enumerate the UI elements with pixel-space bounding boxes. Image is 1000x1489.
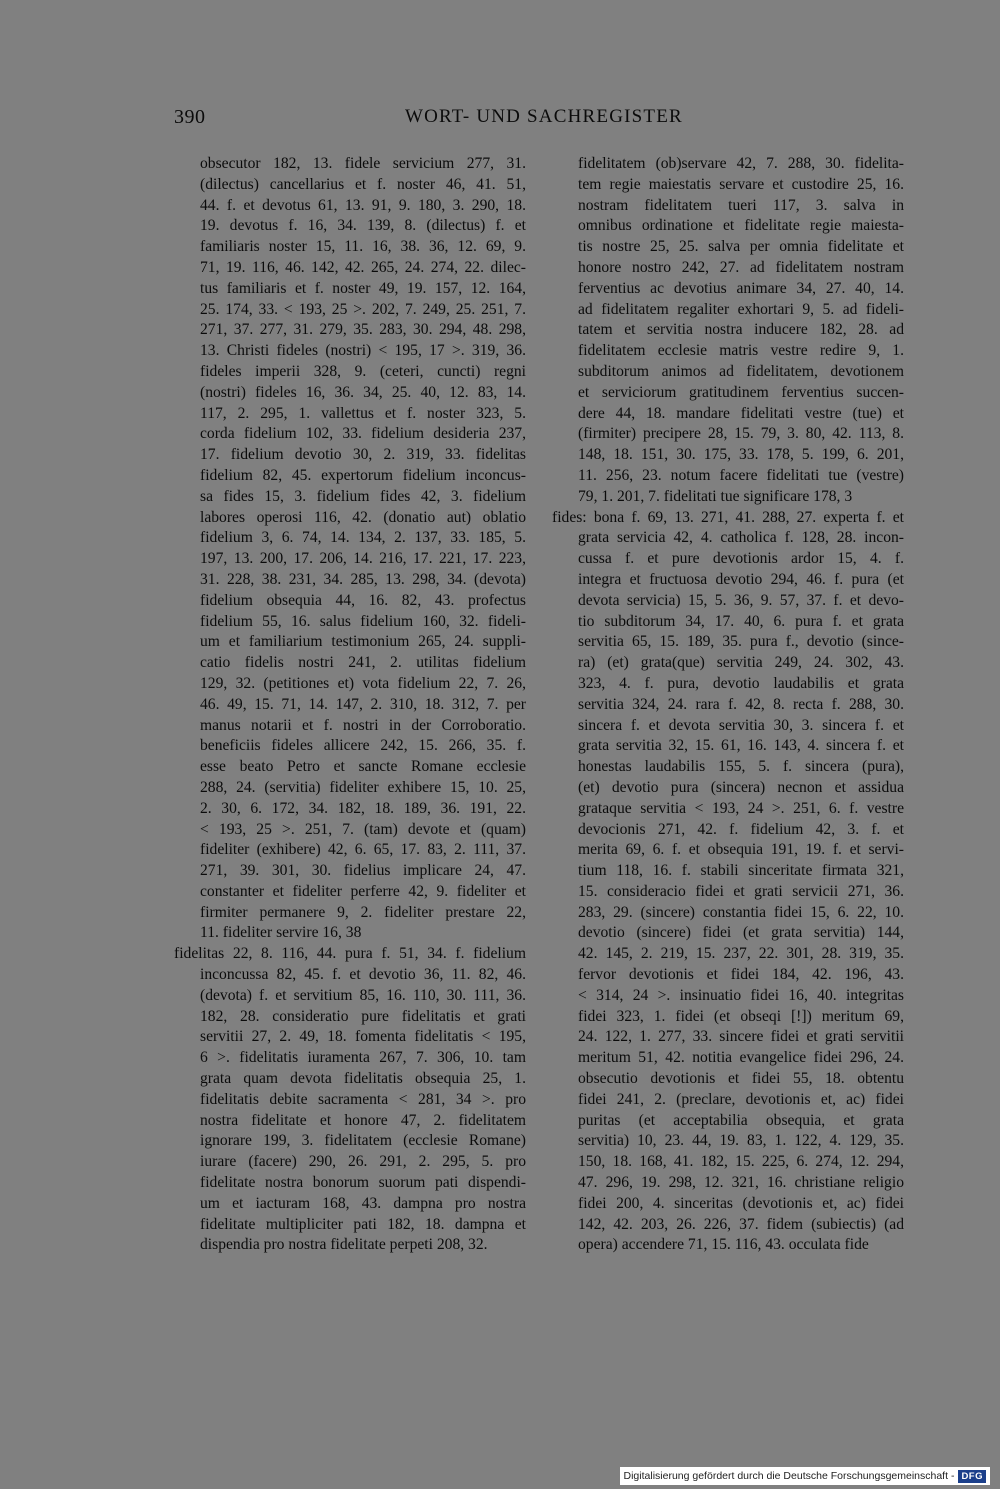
index-line: 323, 4. f. pura, devotio laudabilis et grata (578, 674, 904, 692)
index-line: servitia 324, 24. rara f. 42, 8. recta f. 288, 30. (578, 695, 904, 713)
index-line: 25. 174, 33. < 193, 25 >. 202, 7. 249, 25. 251, 7. (200, 300, 526, 318)
index-line: fidelium 82, 45. expertorum fidelium inconcus- (200, 466, 526, 484)
index-line: (dilectus) cancellarius et f. noster 46, 41. 51, (200, 175, 526, 193)
index-line: integra et fructuosa devotio 294, 46. f. pura (et (578, 570, 904, 588)
index-line: labores operosi 116, 42. (donatio aut) oblatio (200, 508, 526, 526)
index-line: beneficiis fideles allicere 242, 15. 266, 35. f. (200, 737, 526, 755)
index-line: 2. 30, 6. 172, 34. 182, 18. 189, 36. 191, 22. (200, 799, 526, 817)
index-line: fidelitatem (ob)servare 42, 7. 288, 30. fidelita- (578, 155, 904, 172)
index-line: fides: bona f. 69, 13. 271, 41. 288, 27. experta f. et (552, 508, 904, 526)
index-line: fideles imperii 328, 9. (ceteri, cuncti) regni (200, 362, 526, 380)
index-line: familiaris noster 15, 11. 16, 38. 36, 12. 69, 9. (200, 238, 526, 256)
index-line: fidelitate multipliciter pati 182, 18. dampna et (200, 1215, 526, 1233)
index-line: 271, 37. 277, 31. 279, 35. 283, 30. 294, 48. 298, (200, 321, 526, 339)
index-line: 197, 13. 200, 17. 206, 14. 216, 17. 221, 17. 223, (200, 550, 526, 568)
index-line: (et) devotio pura (sincera) necnon et assidua (578, 778, 904, 796)
index-line: firmiter permanere 9, 2. fideliter prestare 22, (200, 903, 526, 921)
index-line: < 193, 25 >. 251, 7. (tam) devote et (quam) (200, 820, 526, 838)
index-line: 6 >. fidelitatis iuramenta 267, 7. 306, 10. tam (200, 1049, 526, 1067)
index-line: puritas (et acceptabilia obsequia, et grata (578, 1111, 904, 1129)
index-line: tio subditorum 34, 17. 40, 6. pura f. et grata (578, 612, 904, 630)
index-line: inconcussa 82, 45. f. et devotio 36, 11. 82, 46. (200, 966, 526, 984)
index-line: grata quam devota fidelitatis obsequia 25, 1. (200, 1070, 526, 1088)
index-line: servitia) 10, 23. 44, 19. 83, 1. 122, 4. 129, 35. (578, 1132, 904, 1150)
index-line: subditorum animos ad fidelitatem, devotionem (578, 362, 904, 380)
index-line: fidei 323, 1. fidei (et obseqi [!]) meritum 69, (578, 1007, 904, 1025)
index-line: tis nostre 25, 25. salva per omnia fidelitate et (578, 238, 904, 256)
index-line: fidelium 3, 6. 74, 14. 134, 2. 137, 33. 185, 5. (200, 529, 526, 547)
index-line: honore nostro 242, 27. ad fidelitatem nostram (578, 258, 904, 276)
index-line: fidelium obsequia 44, 16. 82, 43. profectus (200, 591, 526, 609)
index-column-left (174, 154, 526, 1256)
index-line: fervor devotionis et fidei 184, 42. 196, 43. (578, 966, 904, 984)
index-line: manus notarii et f. nostri in der Corroboratio. (200, 716, 526, 734)
index-line: 47. 296, 19. 298, 12. 321, 16. christiane religio (578, 1174, 904, 1192)
index-line: < 314, 24 >. insinuatio fidei 16, 40. integritas (578, 986, 904, 1004)
index-line: devota servicia) 15, 5. 36, 9. 57, 37. f. et devo- (578, 591, 904, 609)
index-column-right (552, 154, 904, 1256)
index-line: honestas laudabilis 155, 5. f. sincera (pura), (578, 758, 904, 776)
index-line: ra) (et) grata(que) servitia 249, 24. 302, 43. (578, 654, 904, 672)
index-line: 24. 122, 1. 277, 33. sincere fidei et grati servitii (578, 1028, 904, 1046)
index-line: (firmiter) precipere 28, 15. 79, 3. 80, 42. 113, 8. (578, 425, 904, 443)
index-line: 13. Christi fideles (nostri) < 195, 17 >. 319, 36. (200, 342, 526, 360)
index-line: 31. 228, 38. 231, 34. 285, 13. 298, 34. (devota) (200, 570, 526, 588)
index-line: iurare (facere) 290, 26. 291, 2. 295, 5. pro (200, 1153, 526, 1171)
index-line: 17. fidelium devotio 30, 2. 319, 33. fidelitas (200, 446, 526, 464)
index-line: merita 69, 6. f. et obsequia 191, 19. f. et servi- (578, 841, 904, 859)
index-line: devotio (sincere) fidei (et grata servitia) 144, (578, 924, 904, 942)
index-line: 42. 145, 2. 219, 15. 237, 22. 301, 28. 319, 35. (578, 945, 904, 963)
index-line: fidelitatem ecclesie matris vestre redire 9, 1. (578, 342, 904, 360)
index-line: nostram fidelitatem tueri 117, 3. salva in (578, 196, 904, 214)
index-line: meritum 51, 42. notitia evangelice fidei 296, 24. (578, 1049, 904, 1067)
index-line: sincera f. et devota servitia 30, 3. sincera f. et (578, 716, 904, 734)
index-line: 11. 256, 23. notum facere fidelitati tue (vestre) (578, 466, 904, 484)
page-number: 390 (174, 106, 206, 128)
index-line: (nostri) fideles 16, 36. 34, 25. 40, 12. 83, 14. (200, 383, 526, 401)
index-line: obsecutio devotionis et fidei 55, 18. obtentu (578, 1070, 904, 1088)
index-line: ferventius ac devotius animare 34, 27. 40, 14. (578, 279, 904, 297)
index-line: constanter et fideliter perferre 42, 9. fideliter et (200, 882, 526, 900)
index-line: 15. consideracio fidei et grati servicii 271, 36. (578, 882, 904, 900)
index-line: et serviciorum gratitudinem ferventius succen- (578, 383, 904, 401)
index-line: servitii 27, 2. 49, 18. fomenta fidelitatis < 195, (200, 1028, 526, 1046)
index-line: 44. f. et devotus 61, 13. 91, 9. 180, 3. 290, 18. (200, 196, 526, 214)
index-line: 182, 28. consideratio pure fidelitatis et grati (200, 1007, 526, 1025)
index-line: fideliter (exhibere) 42, 6. 65, 17. 83, 2. 111, 37. (200, 841, 526, 859)
index-line: ad fidelitatem regaliter exhortari 9, 5. ad fideli- (578, 300, 904, 318)
index-line: fidelitas 22, 8. 116, 44. pura f. 51, 34. f. fidelium (174, 945, 526, 963)
index-line: 142, 42. 203, 26. 226, 37. fidem (subiectis) (ad (578, 1215, 904, 1233)
index-line: fidelitate nostra bonorum suorum pati dispendi- (200, 1174, 526, 1192)
index-line: fidei 241, 2. (preclare, devotionis et, ac) fidei (578, 1090, 904, 1108)
index-line: 79, 1. 201, 7. fidelitati tue significare 178, 3 (578, 487, 853, 505)
index-line: dispendia pro nostra fidelitate perpeti 208, 32. (200, 1236, 488, 1254)
index-line: omnibus ordinatione et fidelitate regie maiesta- (578, 217, 904, 235)
index-line: (devota) f. et servitium 85, 16. 110, 30. 111, 36. (200, 986, 526, 1004)
index-line: 283, 29. (sincere) constantia fidei 15, 6. 22, 10. (578, 903, 904, 921)
index-line: 117, 2. 295, 1. vallettus et f. noster 323, 5. (200, 404, 526, 422)
index-line: um et familiarium testimonium 265, 24. suppli- (200, 633, 526, 651)
funding-footer (620, 1467, 990, 1485)
index-line: catio fidelis nostri 241, 2. utilitas fidelium (200, 654, 526, 672)
index-line: cussa f. et pure devotionis ardor 15, 4. f. (578, 550, 904, 568)
index-line: grataque servitia < 193, 24 >. 251, 6. f. vestre (578, 799, 904, 817)
index-line: 71, 19. 116, 46. 142, 42. 265, 24. 274, 22. dilec- (200, 258, 526, 276)
index-line: opera) accendere 71, 15. 116, 43. occulata fide (578, 1236, 869, 1254)
index-line: dere 44, 18. mandare fidelitati vestre (tue) et (578, 404, 904, 422)
index-line: grata servicia 42, 4. catholica f. 128, 28. incon- (578, 529, 904, 547)
footer-text: Digitalisierung gefördert durch die Deutsche Forschungsgemeinschaft - (623, 1470, 955, 1482)
index-line: 46. 49, 15. 71, 14. 147, 2. 310, 18. 312, 7. per (200, 695, 526, 713)
index-line: esse beato Petro et sancte Romane ecclesie (200, 758, 526, 776)
index-line: tatem et servitia nostra inducere 182, 28. ad (578, 321, 904, 339)
running-title: WORT- UND SACHREGISTER (405, 106, 683, 127)
index-line: ignorare 199, 3. fidelitatem (ecclesie Romane) (200, 1132, 526, 1150)
index-line: grata servitia 32, 15. 61, 16. 143, 4. sincera f. et (578, 737, 904, 755)
index-line: tus familiaris et f. noster 49, 19. 157, 12. 164, (200, 279, 526, 297)
index-line: um et iacturam 168, 43. dampna pro nostra (200, 1194, 526, 1212)
index-line: tium 118, 16. f. stabili sinceritate firmata 321, (578, 862, 904, 880)
index-line: 11. fideliter servire 16, 38 (200, 924, 362, 942)
index-line: 129, 32. (petitiones et) vota fidelium 22, 7. 26, (200, 674, 526, 692)
index-line: 288, 24. (servitia) fideliter exhibere 15, 10. 25, (200, 778, 526, 796)
index-line: 150, 18. 168, 41. 182, 15. 225, 6. 274, 12. 294, (578, 1153, 904, 1171)
index-line: 271, 39. 301, 30. fidelius implicare 24, 47. (200, 862, 526, 880)
index-line: 19. devotus f. 16, 34. 139, 8. (dilectus) f. et (200, 217, 526, 235)
dfg-logo-icon: DFG (958, 1470, 986, 1483)
index-line: fidelium 55, 16. salus fidelium 160, 32. fideli- (200, 612, 526, 630)
index-line: tem regie maiestatis servare et custodire 25, 16. (578, 175, 904, 193)
index-line: corda fidelium 102, 33. fidelium desideria 237, (200, 425, 526, 443)
index-line: 148, 18. 151, 30. 175, 33. 178, 5. 199, 6. 201, (578, 446, 904, 464)
index-line: devocionis 271, 42. f. fidelium 42, 3. f. et (578, 820, 904, 838)
index-line: sa fides 15, 3. fidelium fides 42, 3. fidelium (200, 487, 526, 505)
index-line: obsecutor 182, 13. fidele servicium 277, 31. (200, 155, 526, 172)
index-line: fidelitatis debite sacramenta < 281, 34 >. pro (200, 1090, 526, 1108)
index-line: servitia 65, 15. 189, 35. pura f., devotio (since- (578, 633, 904, 651)
index-line: nostra fidelitate et honore 47, 2. fidelitatem (200, 1111, 526, 1129)
index-line: fidei 200, 4. sinceritas (devotionis et, ac) fidei (578, 1194, 904, 1212)
